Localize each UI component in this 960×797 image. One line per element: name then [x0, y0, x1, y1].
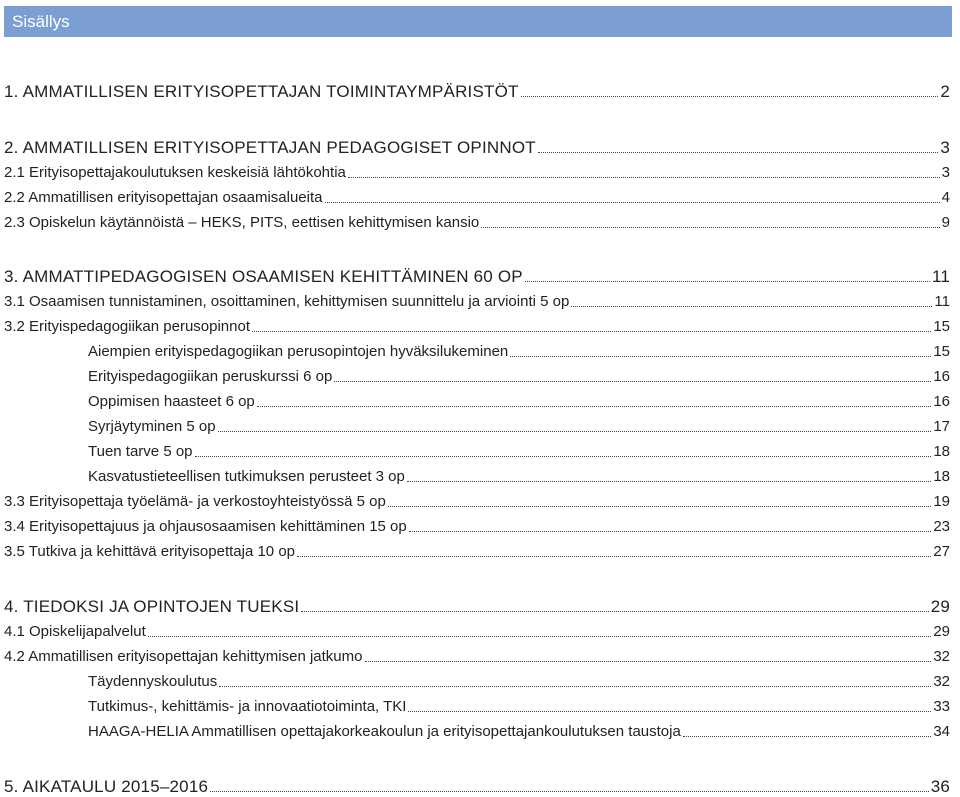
dot-leader — [365, 661, 932, 662]
toc-entry-title: Oppimisen haasteet 6 op — [88, 393, 255, 410]
toc-entry[interactable] — [4, 209, 950, 233]
toc-entry-page: 11 — [931, 267, 950, 286]
toc-entry[interactable] — [4, 159, 950, 183]
toc-entry-title: 3. AMMATTIPEDAGOGISEN OSAAMISEN KEHITTÄMINEN 60 OP — [4, 267, 523, 286]
toc-entry[interactable] — [88, 338, 950, 362]
toc-entry-page: 23 — [933, 518, 950, 535]
dot-leader — [257, 406, 932, 407]
toc-entry-page: 2 — [940, 82, 950, 101]
toc-entry-page: 18 — [933, 443, 950, 460]
dot-leader — [348, 177, 940, 178]
toc-entry-page: 15 — [933, 343, 950, 360]
toc-entry[interactable] — [88, 693, 950, 717]
toc-entry[interactable] — [88, 668, 950, 692]
toc-entry-page: 32 — [933, 648, 950, 665]
toc-entry-title: Erityispedagogiikan peruskurssi 6 op — [88, 368, 333, 385]
dot-leader — [195, 456, 932, 457]
toc-entry-page: 34 — [933, 723, 950, 740]
dot-leader — [388, 506, 931, 507]
toc-entry-page: 11 — [934, 293, 950, 310]
dot-leader — [571, 306, 932, 307]
dot-leader — [683, 736, 931, 737]
toc-entry[interactable] — [4, 134, 950, 158]
toc-entry-page: 19 — [933, 493, 950, 510]
toc-entry-title: 3.5 Tutkiva ja kehittävä erityisopettaja 10 op — [4, 543, 296, 560]
toc-entry-title: 4. TIEDOKSI JA OPINTOJEN TUEKSI — [4, 597, 300, 616]
toc-entry-title: Täydennyskoulutus — [88, 673, 218, 690]
toc-entry[interactable] — [4, 288, 950, 312]
toc-entry-title: 4.1 Opiskelijapalvelut — [4, 623, 146, 640]
toc-entry-title: 5. AIKATAULU 2015–2016 — [4, 777, 209, 796]
toc-entry[interactable] — [88, 718, 950, 742]
toc-entry-title: HAAGA-HELIA Ammatillisen opettajakorkeakoulun ja erityisopettajankoulutuksen taustoja — [88, 723, 681, 740]
dot-leader — [218, 431, 932, 432]
toc-entry-title: Tuen tarve 5 op — [88, 443, 193, 460]
toc-entry-page: 27 — [933, 543, 950, 560]
dot-leader — [325, 202, 940, 203]
dot-leader — [408, 711, 931, 712]
toc-entry[interactable] — [88, 363, 950, 387]
toc-entry-title: 3.3 Erityisopettaja työelämä- ja verkostoyhteistyössä 5 op — [4, 493, 386, 510]
toc-entry-page: 32 — [933, 673, 950, 690]
dot-leader — [481, 227, 939, 228]
toc-entry[interactable] — [4, 513, 950, 537]
dot-leader — [252, 331, 931, 332]
toc-entry[interactable] — [4, 773, 950, 797]
toc-entry-page: 36 — [930, 777, 950, 796]
toc-entry-page: 16 — [933, 368, 950, 385]
toc-entry-title: Syrjäytyminen 5 op — [88, 418, 216, 435]
toc-header — [4, 6, 952, 37]
dot-leader — [148, 636, 932, 637]
toc-title: Sisällys — [12, 12, 70, 31]
toc-entry-page: 18 — [933, 468, 950, 485]
toc-entry[interactable] — [4, 538, 950, 562]
dot-leader — [297, 556, 931, 557]
toc-entry-page: 17 — [933, 418, 950, 435]
toc-entry-title: 2.3 Opiskelun käytännöistä – HEKS, PITS, eettisen kehittymisen kansio — [4, 214, 480, 231]
toc-entry-title: 3.4 Erityisopettajuus ja ohjausosaamisen kehittäminen 15 op — [4, 518, 407, 535]
toc-entry-page: 3 — [940, 138, 950, 157]
dot-leader — [538, 152, 939, 153]
toc-entry-page: 9 — [941, 214, 950, 231]
dot-leader — [525, 281, 930, 282]
toc-entry[interactable] — [88, 413, 950, 437]
toc-entry-title: 2.1 Erityisopettajakoulutuksen keskeisiä lähtökohtia — [4, 164, 346, 181]
dot-leader — [301, 611, 928, 612]
toc-entry[interactable] — [4, 618, 950, 642]
toc-entry[interactable] — [88, 388, 950, 412]
toc-entry-title: Aiempien erityispedagogiikan perusopintojen hyväksilukeminen — [88, 343, 509, 360]
dot-leader — [210, 791, 929, 792]
toc-entry[interactable] — [4, 488, 950, 512]
toc-entry-title: 2. AMMATILLISEN ERITYISOPETTAJAN PEDAGOGISET OPINNOT — [4, 138, 536, 157]
dot-leader — [409, 531, 932, 532]
toc-entry-page: 33 — [933, 698, 950, 715]
dot-leader — [407, 481, 931, 482]
toc-entry[interactable] — [88, 438, 950, 462]
dot-leader — [219, 686, 931, 687]
toc-entry[interactable] — [88, 463, 950, 487]
toc-entry[interactable] — [4, 313, 950, 337]
toc-entry[interactable] — [4, 593, 950, 617]
toc-entry-title: 3.1 Osaamisen tunnistaminen, osoittaminen, kehittymisen suunnittelu ja arviointi 5 op — [4, 293, 570, 310]
toc-entry-page: 3 — [941, 164, 950, 181]
toc-entry[interactable] — [4, 643, 950, 667]
toc-entry-page: 4 — [941, 189, 950, 206]
dot-leader — [521, 96, 939, 97]
toc-entry-title: 1. AMMATILLISEN ERITYISOPETTAJAN TOIMINTAYMPÄRISTÖT — [4, 82, 519, 101]
toc-entry[interactable] — [4, 263, 950, 287]
toc-entry[interactable] — [4, 78, 950, 102]
toc-entry-title: Kasvatustieteellisen tutkimuksen perusteet 3 op — [88, 468, 405, 485]
toc-entry-page: 15 — [933, 318, 950, 335]
toc-entry-title: 4.2 Ammatillisen erityisopettajan kehittymisen jatkumo — [4, 648, 363, 665]
dot-leader — [334, 381, 931, 382]
toc-entry-title: Tutkimus-, kehittämis- ja innovaatiotoiminta, TKI — [88, 698, 407, 715]
toc-entry-page: 29 — [933, 623, 950, 640]
toc-entry-page: 16 — [933, 393, 950, 410]
toc-entry[interactable] — [4, 184, 950, 208]
toc-entry-title: 2.2 Ammatillisen erityisopettajan osaamisalueita — [4, 189, 323, 206]
dot-leader — [510, 356, 931, 357]
toc-entry-page: 29 — [930, 597, 950, 616]
toc-entry-title: 3.2 Erityispedagogiikan perusopinnot — [4, 318, 250, 335]
